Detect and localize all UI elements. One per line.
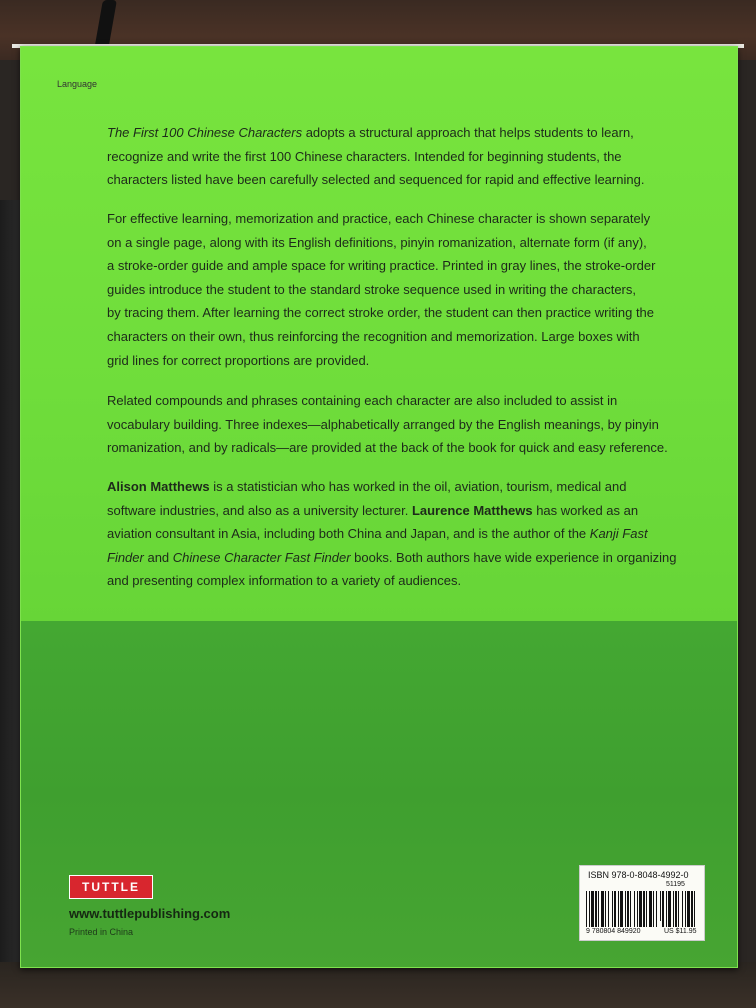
paragraph-2-line: a stroke-order guide and ample space for writing practice. Printed in gray lines, the stroke-order	[107, 258, 656, 274]
author-name-2: Laurence Matthews	[411, 502, 533, 518]
bio-line-1: Alison Matthews is a statistician who has worked in the oil, aviation, tourism, medical and	[107, 479, 627, 494]
paragraph-1-line-1: The First 100 Chinese Characters adopts a structural approach that helps students to learn,	[107, 125, 634, 140]
paragraph-3-line: vocabulary building. Three indexes—alphabetically arranged by the English meanings, by pinyin	[107, 416, 659, 432]
author-bio	[107, 475, 707, 593]
paragraph-2-line: on a single page, along with its English definitions, pinyin romanization, alternate form (if any),	[107, 234, 647, 250]
author-name-1: Alison Matthews	[107, 479, 210, 494]
bio-line-3: aviation consultant in Asia, including both China and Japan, and is the author of the Kanji Fast	[107, 526, 648, 542]
paragraph-3-line: romanization, and by radicals—are provided at the back of the book for quick and easy reference.	[107, 440, 668, 456]
tuttle-logo: TUTTLE	[69, 875, 153, 899]
book-back-cover	[20, 46, 738, 968]
book-title-kanji: Kanji Fast	[589, 526, 648, 542]
bio-line-5: and presenting complex information to a variety of audiences.	[107, 573, 462, 589]
description-paragraph-3	[107, 389, 707, 460]
paragraph-2-line: grid lines for correct proportions are provided.	[107, 352, 370, 368]
category-label: Language	[57, 79, 98, 89]
book-title: The First 100 Chinese Characters	[107, 125, 303, 140]
paragraph-1-line-2: recognize and write the first 100 Chinese characters. Intended for beginning students, the	[107, 148, 622, 164]
dark-background-left	[0, 200, 22, 1008]
paragraph-2-line: by tracing them. After learning the correct stroke order, the student can then practice writing the	[107, 305, 655, 321]
paragraph-2-line: For effective learning, memorization and practice, each Chinese character is shown separately	[107, 211, 651, 226]
isbn-text: ISBN 978-0-8048-4992-0	[588, 870, 689, 880]
price-text: US $11.95	[664, 928, 697, 935]
book-title-chinese: Chinese Character Fast Finder	[172, 549, 351, 565]
publisher-website: www.tuttlepublishing.com	[69, 906, 231, 921]
bio-line-4: Finder and Chinese Character Fast Finder books. Both authors have wide experience in organizing	[107, 549, 677, 565]
barcode-icon	[586, 891, 698, 927]
paragraph-1-line-3: characters listed have been carefully selected and sequenced for rapid and effective learning.	[107, 172, 645, 188]
bio-line-2: software industries, and also as a university lecturer. Laurence Matthews has worked as an	[107, 502, 639, 518]
price-code: 51195	[666, 881, 685, 888]
description-paragraph-2	[107, 207, 707, 372]
description-paragraph-1	[107, 121, 707, 192]
printed-in-label: Printed in China	[69, 927, 134, 937]
barcode-digits: 9 780804 849920	[586, 928, 641, 935]
barcode-label	[579, 865, 705, 941]
paragraph-2-line: guides introduce the student to the standard stroke sequence used in writing the characters,	[107, 281, 636, 297]
table-surface	[0, 962, 756, 1008]
paragraph-2-line: characters on their own, thus reinforcing the recognition and memorization. Large boxes with	[107, 328, 640, 344]
paragraph-3-line: Related compounds and phrases containing each character are also included to assist in	[107, 393, 618, 408]
